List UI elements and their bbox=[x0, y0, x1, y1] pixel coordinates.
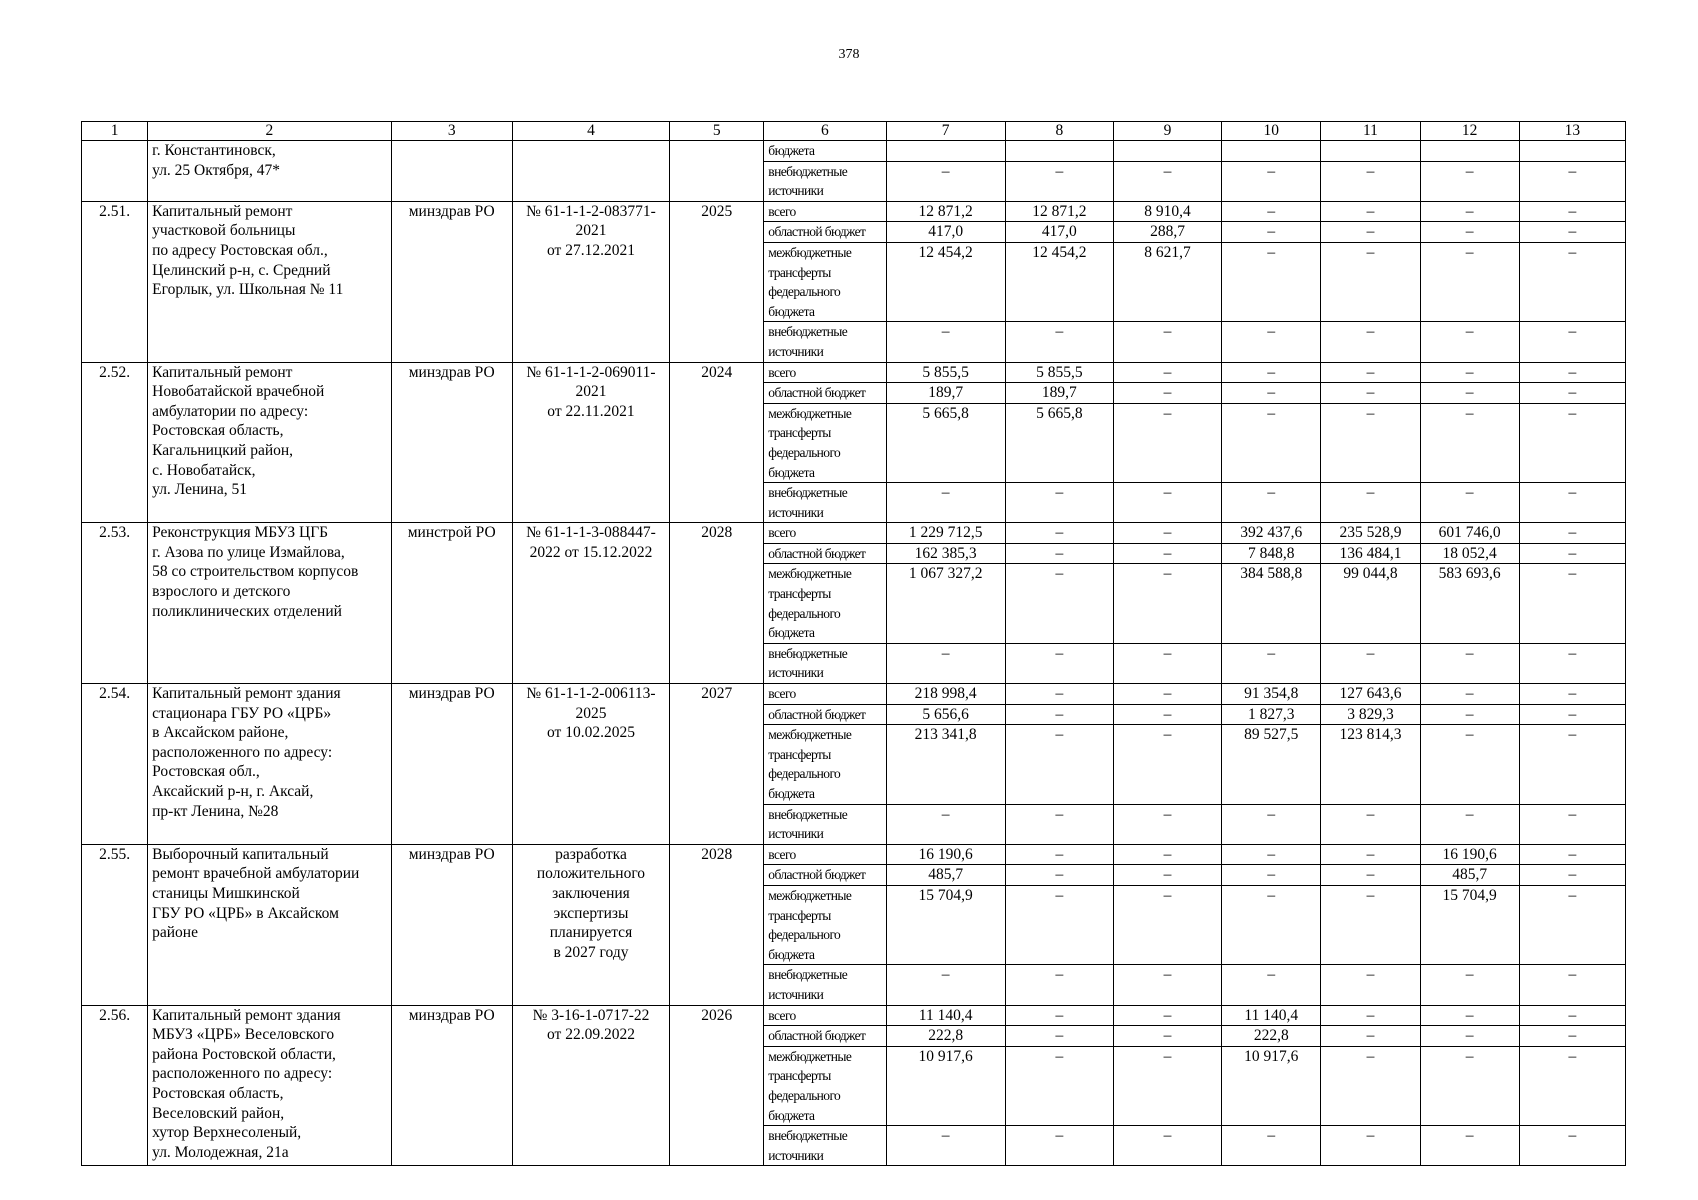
amount-cell: 5 656,6 bbox=[886, 704, 1005, 725]
amount-cell: – bbox=[1321, 222, 1420, 243]
amount-cell: – bbox=[1222, 242, 1321, 321]
table-row bbox=[82, 201, 1626, 222]
column-number: 7 bbox=[886, 122, 1005, 141]
amount-cell: – bbox=[1005, 885, 1113, 964]
agency bbox=[391, 141, 512, 202]
funding-source: всего bbox=[764, 684, 886, 705]
funding-source: областной бюджет bbox=[764, 704, 886, 725]
amount-cell: – bbox=[1420, 965, 1519, 1005]
funding-source: межбюджетные трансферты федерального бюджета bbox=[764, 885, 886, 964]
amount-cell: – bbox=[1519, 543, 1625, 564]
funding-source: внебюджетные источники bbox=[764, 161, 886, 201]
agency: минстрой РО bbox=[391, 523, 512, 684]
amount-cell: – bbox=[1420, 362, 1519, 383]
amount-cell bbox=[886, 141, 1005, 162]
amount-cell bbox=[1005, 141, 1113, 162]
amount-cell: 189,7 bbox=[1005, 383, 1113, 404]
funding-source: внебюджетные источники bbox=[764, 965, 886, 1005]
amount-cell: – bbox=[1113, 1026, 1221, 1047]
amount-cell: 162 385,3 bbox=[886, 543, 1005, 564]
amount-cell: – bbox=[1321, 322, 1420, 362]
page-number: 378 bbox=[838, 47, 860, 62]
amount-cell: – bbox=[1519, 201, 1625, 222]
amount-cell: 222,8 bbox=[886, 1026, 1005, 1047]
expertise-text: № 61-1-1-2-069011- 2021 от 22.11.2021 bbox=[526, 363, 656, 420]
amount-cell: – bbox=[1420, 201, 1519, 222]
amount-cell: 189,7 bbox=[886, 383, 1005, 404]
agency: минздрав РО bbox=[391, 684, 512, 845]
amount-cell: – bbox=[1222, 403, 1321, 482]
funding-source: межбюджетные трансферты федерального бюджета bbox=[764, 725, 886, 804]
agency: минздрав РО bbox=[391, 362, 512, 523]
completion-year: 2024 bbox=[670, 362, 764, 523]
amount-cell: 91 354,8 bbox=[1222, 684, 1321, 705]
amount-cell: 417,0 bbox=[886, 222, 1005, 243]
amount-cell: 485,7 bbox=[1420, 865, 1519, 886]
amount-cell: – bbox=[1222, 362, 1321, 383]
amount-cell: 11 140,4 bbox=[1222, 1005, 1321, 1026]
table-row bbox=[82, 523, 1626, 544]
amount-cell: 213 341,8 bbox=[886, 725, 1005, 804]
amount-cell: 1 229 712,5 bbox=[886, 523, 1005, 544]
amount-cell: 18 052,4 bbox=[1420, 543, 1519, 564]
amount-cell: – bbox=[1519, 523, 1625, 544]
amount-cell: – bbox=[1222, 322, 1321, 362]
column-number: 12 bbox=[1420, 122, 1519, 141]
amount-cell: – bbox=[1113, 804, 1221, 844]
amount-cell: – bbox=[1420, 1005, 1519, 1026]
amount-cell: 583 693,6 bbox=[1420, 564, 1519, 643]
amount-cell: 7 848,8 bbox=[1222, 543, 1321, 564]
funding-source: межбюджетные трансферты федерального бюджета bbox=[764, 1046, 886, 1125]
amount-cell: – bbox=[1420, 1046, 1519, 1125]
amount-cell bbox=[1222, 141, 1321, 162]
amount-cell: – bbox=[1005, 1046, 1113, 1125]
amount-cell: – bbox=[1321, 804, 1420, 844]
amount-cell: – bbox=[1005, 684, 1113, 705]
column-number: 3 bbox=[391, 122, 512, 141]
amount-cell: – bbox=[1222, 383, 1321, 404]
amount-cell: – bbox=[1420, 161, 1519, 201]
column-number: 11 bbox=[1321, 122, 1420, 141]
amount-cell: – bbox=[1113, 362, 1221, 383]
project-number bbox=[82, 141, 148, 202]
amount-cell: – bbox=[1005, 804, 1113, 844]
amount-cell: – bbox=[1420, 704, 1519, 725]
amount-cell: – bbox=[1113, 161, 1221, 201]
amount-cell: – bbox=[1113, 1126, 1221, 1166]
expertise-text: разработка положительного заключения экспертизы планируется в 2027 году bbox=[536, 845, 646, 961]
amount-cell: – bbox=[1321, 1126, 1420, 1166]
expertise-text: № 3-16-1-0717-22 от 22.09.2022 bbox=[532, 1006, 650, 1044]
completion-year: 2026 bbox=[670, 1005, 764, 1166]
amount-cell: 12 871,2 bbox=[1005, 201, 1113, 222]
project-name: Капитальный ремонт Новобатайской врачебной амбулатории по адресу: Ростовская область, Кагальницкий район, с. Новобатайск, ул. Ленина, 51 bbox=[148, 362, 391, 523]
amount-cell: – bbox=[1113, 643, 1221, 683]
completion-year: 2028 bbox=[670, 523, 764, 684]
expertise-text: № 61-1-1-2-006113- 2025 от 10.02.2025 bbox=[526, 685, 656, 742]
amount-cell: – bbox=[1420, 483, 1519, 523]
amount-cell: – bbox=[1113, 322, 1221, 362]
amount-cell: – bbox=[1420, 684, 1519, 705]
amount-cell: – bbox=[886, 161, 1005, 201]
amount-cell: – bbox=[1005, 704, 1113, 725]
funding-source: внебюджетные источники bbox=[764, 1126, 886, 1166]
funding-source: всего bbox=[764, 1005, 886, 1026]
funding-source: областной бюджет bbox=[764, 1026, 886, 1047]
funding-source: межбюджетные трансферты федерального бюджета bbox=[764, 242, 886, 321]
amount-cell: – bbox=[1222, 222, 1321, 243]
amount-cell: – bbox=[1519, 885, 1625, 964]
project-number: 2.51. bbox=[82, 201, 148, 362]
amount-cell: – bbox=[1519, 865, 1625, 886]
amount-cell: – bbox=[1420, 242, 1519, 321]
amount-cell: – bbox=[1420, 1026, 1519, 1047]
amount-cell: – bbox=[1519, 1005, 1625, 1026]
amount-cell: – bbox=[886, 1126, 1005, 1166]
amount-cell: – bbox=[1113, 684, 1221, 705]
amount-cell: – bbox=[1321, 403, 1420, 482]
amount-cell: 218 998,4 bbox=[886, 684, 1005, 705]
agency: минздрав РО bbox=[391, 201, 512, 362]
amount-cell: – bbox=[1113, 885, 1221, 964]
amount-cell: – bbox=[1420, 222, 1519, 243]
amount-cell: – bbox=[1321, 383, 1420, 404]
amount-cell: – bbox=[1222, 885, 1321, 964]
amount-cell: 16 190,6 bbox=[1420, 844, 1519, 865]
amount-cell: – bbox=[1005, 483, 1113, 523]
project-number: 2.56. bbox=[82, 1005, 148, 1166]
amount-cell: – bbox=[1321, 1046, 1420, 1125]
amount-cell: – bbox=[1005, 322, 1113, 362]
amount-cell: – bbox=[1113, 543, 1221, 564]
amount-cell: – bbox=[1519, 704, 1625, 725]
amount-cell: – bbox=[1222, 643, 1321, 683]
project-name: г. Константиновск, ул. 25 Октября, 47* bbox=[148, 141, 391, 202]
amount-cell: 1 827,3 bbox=[1222, 704, 1321, 725]
completion-year: 2027 bbox=[670, 684, 764, 845]
amount-cell: – bbox=[1005, 844, 1113, 865]
amount-cell: – bbox=[886, 643, 1005, 683]
project-name: Капитальный ремонт здания МБУЗ «ЦРБ» Веселовского района Ростовской области, расположенного по адресу: Ростовская область, Веселовский район, хутор Верхнесоленый, ул. Молодежная, 21а bbox=[148, 1005, 391, 1166]
amount-cell: – bbox=[1321, 483, 1420, 523]
column-number: 8 bbox=[1005, 122, 1113, 141]
amount-cell: – bbox=[1519, 1026, 1625, 1047]
amount-cell: – bbox=[1222, 844, 1321, 865]
amount-cell: – bbox=[1519, 322, 1625, 362]
table-row bbox=[82, 141, 1626, 162]
completion-year bbox=[670, 141, 764, 202]
amount-cell: 1 067 327,2 bbox=[886, 564, 1005, 643]
amount-cell: – bbox=[1222, 161, 1321, 201]
project-name: Реконструкция МБУЗ ЦГБ г. Азова по улице Измайлова, 58 со строительством корпусов взрослого и детского поликлинических отделений bbox=[148, 523, 391, 684]
column-number: 13 bbox=[1519, 122, 1625, 141]
amount-cell: 123 814,3 bbox=[1321, 725, 1420, 804]
funding-source: всего bbox=[764, 201, 886, 222]
amount-cell: – bbox=[1519, 965, 1625, 1005]
amount-cell: 89 527,5 bbox=[1222, 725, 1321, 804]
project-name: Выборочный капитальный ремонт врачебной амбулатории станицы Мишкинской ГБУ РО «ЦРБ» в Аксайском районе bbox=[148, 844, 391, 1005]
funding-source: областной бюджет bbox=[764, 383, 886, 404]
amount-cell: 10 917,6 bbox=[1222, 1046, 1321, 1125]
completion-year: 2025 bbox=[670, 201, 764, 362]
completion-year: 2028 bbox=[670, 844, 764, 1005]
expertise-text: № 61-1-1-2-083771- 2021 от 27.12.2021 bbox=[526, 202, 656, 259]
agency: минздрав РО bbox=[391, 844, 512, 1005]
column-number: 10 bbox=[1222, 122, 1321, 141]
amount-cell: – bbox=[886, 322, 1005, 362]
funding-source: внебюджетные источники bbox=[764, 322, 886, 362]
amount-cell: – bbox=[1222, 1126, 1321, 1166]
amount-cell: – bbox=[1005, 543, 1113, 564]
amount-cell: – bbox=[1519, 383, 1625, 404]
amount-cell: – bbox=[1005, 564, 1113, 643]
amount-cell: – bbox=[1420, 804, 1519, 844]
amount-cell: – bbox=[1519, 242, 1625, 321]
amount-cell: – bbox=[1519, 403, 1625, 482]
amount-cell: – bbox=[1420, 322, 1519, 362]
funding-source: областной бюджет bbox=[764, 222, 886, 243]
amount-cell: – bbox=[1113, 564, 1221, 643]
amount-cell: 3 829,3 bbox=[1321, 704, 1420, 725]
amount-cell: – bbox=[1222, 965, 1321, 1005]
amount-cell: 12 454,2 bbox=[886, 242, 1005, 321]
column-number: 6 bbox=[764, 122, 886, 141]
project-name: Капитальный ремонт участковой больницы по адресу Ростовская обл., Целинский р-н, с. Средний Егорлык, ул. Школьная № 11 bbox=[148, 201, 391, 362]
expertise bbox=[512, 523, 669, 684]
amount-cell bbox=[1519, 141, 1625, 162]
amount-cell: – bbox=[1321, 362, 1420, 383]
amount-cell: – bbox=[1113, 865, 1221, 886]
column-number: 1 bbox=[82, 122, 148, 141]
expertise-text: № 61-1-1-3-088447- 2022 от 15.12.2022 bbox=[526, 524, 656, 561]
amount-cell: – bbox=[1519, 684, 1625, 705]
amount-cell: 5 855,5 bbox=[886, 362, 1005, 383]
project-number: 2.55. bbox=[82, 844, 148, 1005]
amount-cell: – bbox=[1519, 222, 1625, 243]
amount-cell: – bbox=[1519, 725, 1625, 804]
amount-cell: 12 871,2 bbox=[886, 201, 1005, 222]
amount-cell: 127 643,6 bbox=[1321, 684, 1420, 705]
amount-cell: – bbox=[1519, 1126, 1625, 1166]
amount-cell: 15 704,9 bbox=[886, 885, 1005, 964]
amount-cell: – bbox=[1519, 643, 1625, 683]
amount-cell: – bbox=[1222, 483, 1321, 523]
amount-cell: 8 621,7 bbox=[1113, 242, 1221, 321]
amount-cell: – bbox=[1005, 523, 1113, 544]
amount-cell: 16 190,6 bbox=[886, 844, 1005, 865]
amount-cell: – bbox=[1321, 865, 1420, 886]
expertise bbox=[512, 1005, 669, 1166]
amount-cell: 10 917,6 bbox=[886, 1046, 1005, 1125]
amount-cell: – bbox=[1321, 1005, 1420, 1026]
amount-cell: – bbox=[1005, 643, 1113, 683]
amount-cell: – bbox=[1519, 483, 1625, 523]
amount-cell: – bbox=[1005, 965, 1113, 1005]
amount-cell: – bbox=[1222, 865, 1321, 886]
amount-cell: – bbox=[1321, 201, 1420, 222]
amount-cell: – bbox=[1005, 1005, 1113, 1026]
amount-cell bbox=[1420, 141, 1519, 162]
project-name: Капитальный ремонт здания стационара ГБУ РО «ЦРБ» в Аксайском районе, расположенного по адресу: Ростовская обл., Аксайский р-н, г. Аксай, пр-кт Ленина, №28 bbox=[148, 684, 391, 845]
funding-source: всего bbox=[764, 362, 886, 383]
amount-cell: 12 454,2 bbox=[1005, 242, 1113, 321]
funding-source: областной бюджет bbox=[764, 543, 886, 564]
amount-cell: – bbox=[1113, 403, 1221, 482]
amount-cell: 235 528,9 bbox=[1321, 523, 1420, 544]
amount-cell: – bbox=[1113, 523, 1221, 544]
expertise bbox=[512, 141, 669, 202]
amount-cell: – bbox=[1420, 383, 1519, 404]
amount-cell: – bbox=[1420, 725, 1519, 804]
amount-cell: – bbox=[1113, 383, 1221, 404]
funding-source: бюджета bbox=[764, 141, 886, 162]
amount-cell: – bbox=[1005, 1126, 1113, 1166]
amount-cell: – bbox=[1321, 1026, 1420, 1047]
amount-cell: – bbox=[1321, 242, 1420, 321]
amount-cell: – bbox=[1420, 643, 1519, 683]
amount-cell: – bbox=[1113, 725, 1221, 804]
amount-cell: – bbox=[1321, 844, 1420, 865]
table-row bbox=[82, 362, 1626, 383]
amount-cell: 392 437,6 bbox=[1222, 523, 1321, 544]
project-number: 2.52. bbox=[82, 362, 148, 523]
amount-cell: – bbox=[1321, 643, 1420, 683]
column-number: 4 bbox=[512, 122, 669, 141]
amount-cell: 5 665,8 bbox=[1005, 403, 1113, 482]
amount-cell: – bbox=[1113, 1046, 1221, 1125]
amount-cell: – bbox=[1519, 161, 1625, 201]
amount-cell: – bbox=[1222, 201, 1321, 222]
amount-cell: – bbox=[1005, 725, 1113, 804]
amount-cell: – bbox=[1519, 362, 1625, 383]
funding-source: внебюджетные источники bbox=[764, 483, 886, 523]
amount-cell: – bbox=[1321, 161, 1420, 201]
expertise bbox=[512, 201, 669, 362]
amount-cell: 601 746,0 bbox=[1420, 523, 1519, 544]
expertise bbox=[512, 684, 669, 845]
amount-cell: – bbox=[1113, 1005, 1221, 1026]
amount-cell: – bbox=[1321, 965, 1420, 1005]
table-row bbox=[82, 684, 1626, 705]
amount-cell: 15 704,9 bbox=[1420, 885, 1519, 964]
amount-cell: – bbox=[1519, 844, 1625, 865]
funding-source: внебюджетные источники bbox=[764, 804, 886, 844]
amount-cell: – bbox=[1113, 483, 1221, 523]
funding-source: всего bbox=[764, 523, 886, 544]
amount-cell: – bbox=[1222, 804, 1321, 844]
expertise bbox=[512, 362, 669, 523]
funding-source: межбюджетные трансферты федерального бюджета bbox=[764, 564, 886, 643]
column-number: 2 bbox=[148, 122, 391, 141]
expertise bbox=[512, 844, 669, 1005]
amount-cell: – bbox=[1005, 865, 1113, 886]
column-number: 5 bbox=[670, 122, 764, 141]
amount-cell: 384 588,8 bbox=[1222, 564, 1321, 643]
amount-cell: – bbox=[1519, 1046, 1625, 1125]
amount-cell: 99 044,8 bbox=[1321, 564, 1420, 643]
amount-cell: – bbox=[1005, 161, 1113, 201]
amount-cell: 417,0 bbox=[1005, 222, 1113, 243]
amount-cell: – bbox=[886, 965, 1005, 1005]
amount-cell: – bbox=[1420, 403, 1519, 482]
amount-cell bbox=[1113, 141, 1221, 162]
amount-cell: 288,7 bbox=[1113, 222, 1221, 243]
amount-cell: – bbox=[1005, 1026, 1113, 1047]
table-row bbox=[82, 844, 1626, 865]
amount-cell: – bbox=[1113, 965, 1221, 1005]
project-number: 2.53. bbox=[82, 523, 148, 684]
funding-source: всего bbox=[764, 844, 886, 865]
amount-cell: – bbox=[1321, 885, 1420, 964]
amount-cell: 136 484,1 bbox=[1321, 543, 1420, 564]
amount-cell: 5 665,8 bbox=[886, 403, 1005, 482]
amount-cell: – bbox=[886, 483, 1005, 523]
amount-cell: – bbox=[1420, 1126, 1519, 1166]
amount-cell: 485,7 bbox=[886, 865, 1005, 886]
amount-cell bbox=[1321, 141, 1420, 162]
agency: минздрав РО bbox=[391, 1005, 512, 1166]
funding-source: областной бюджет bbox=[764, 865, 886, 886]
table-row bbox=[82, 1005, 1626, 1026]
amount-cell: – bbox=[1113, 704, 1221, 725]
amount-cell: 222,8 bbox=[1222, 1026, 1321, 1047]
funding-source: межбюджетные трансферты федерального бюджета bbox=[764, 403, 886, 482]
funding-table bbox=[81, 121, 1626, 1166]
amount-cell: – bbox=[1519, 564, 1625, 643]
amount-cell: – bbox=[886, 804, 1005, 844]
project-number: 2.54. bbox=[82, 684, 148, 845]
column-number: 9 bbox=[1113, 122, 1221, 141]
funding-source: внебюджетные источники bbox=[764, 643, 886, 683]
amount-cell: – bbox=[1519, 804, 1625, 844]
amount-cell: 11 140,4 bbox=[886, 1005, 1005, 1026]
column-number-row bbox=[82, 122, 1626, 141]
amount-cell: 5 855,5 bbox=[1005, 362, 1113, 383]
amount-cell: – bbox=[1113, 844, 1221, 865]
amount-cell: 8 910,4 bbox=[1113, 201, 1221, 222]
